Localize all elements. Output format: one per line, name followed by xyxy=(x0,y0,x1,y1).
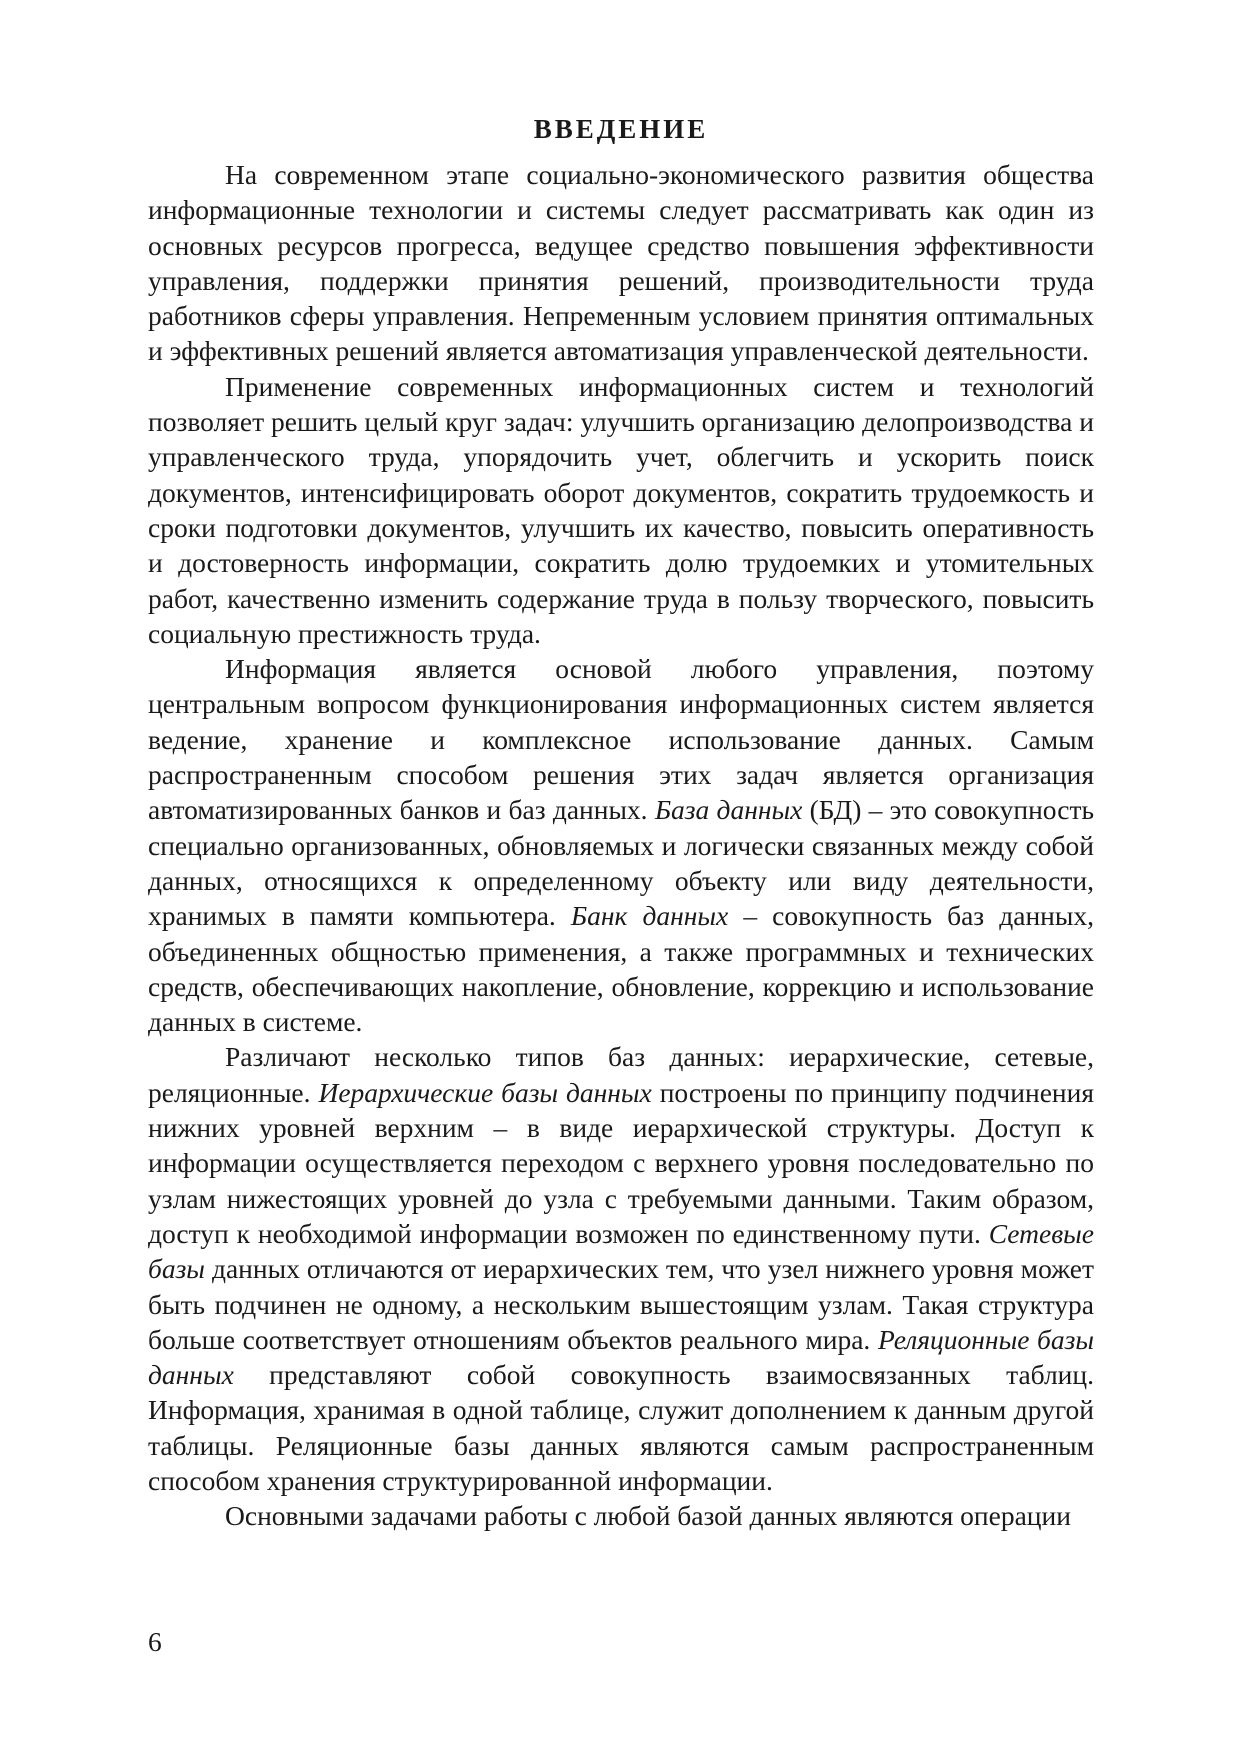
paragraph-3 xyxy=(148,651,1094,1039)
term-hierarchical-db: Иерархические базы данных xyxy=(318,1076,652,1108)
term-network-db: Сетевые базы xyxy=(148,1217,1094,1285)
term-relational-db: Реляционные базы данных xyxy=(148,1323,1094,1391)
text-segment: построены по принципу подчинения нижних уровней верхним – в виде иерархической структуры. Доступ к информации осуществляется переходом с верхнего уровня последовательно по узлам нижестоящих уровней до узла с требуемыми данными. Таким образом, доступ к необходимой информации возможен по единственному пути. xyxy=(148,1076,1094,1249)
paragraph-5: Основными задачами работы с любой базой данных являются операции xyxy=(225,1500,1071,1532)
paragraph-4 xyxy=(148,1039,1094,1498)
page-title: ВВЕДЕНИЕ xyxy=(533,114,709,144)
term-databank: Банк данных xyxy=(570,900,729,932)
term-database: База данных xyxy=(654,794,803,826)
page-body xyxy=(148,112,1094,1534)
paragraph-1: На современном этапе социально-экономического развития общества информационные технологии и системы следует рассматривать как один из основных ресурсов прогресса, ведущее средство повышения эффективности управления, поддержки принятия решений, производительности труда работников сферы управления. Непременным условием принятия оптимальных и эффективных решений является автоматизация управленческой деятельности. xyxy=(148,159,1094,367)
text-segment: представляют собой совокупность взаимосвязанных таблиц. Информация, хранимая в одной таблице, служит дополнением к данным другой таблицы. Реляционные базы данных являются самым распространенным способом хранения структурированной информации. xyxy=(148,1359,1094,1496)
text-segment: – совокупность баз данных, объединенных общностью применения, а также программных и технических средств, обеспечивающих накопление, обновление, коррекцию и использование данных в системе. xyxy=(148,900,1094,1038)
page-number: 6 xyxy=(148,1626,162,1657)
paragraph-2: Применение современных информационных систем и технологий позволяет решить целый круг задач: улучшить организацию делопроизводства и управленческого труда, упорядочить учет, облегчить и ускорить поиск документов, интенсифицировать оборот документов, сократить трудоемкость и сроки подготовки документов, улучшить их качество, повысить оперативность и достоверность информации, сократить долю трудоемких и утомительных работ, качественно изменить содержание труда в пользу творческого, повысить социальную престижность труда. xyxy=(148,370,1094,649)
text-segment: (БД) – это совокупность специально организованных, обновляемых и логически связанных между собой данных, относящихся к определенному объекту или виду деятельности, хранимых в памяти компьютера. xyxy=(148,794,1094,932)
text-segment: данных отличаются от иерархических тем, что узел нижнего уровня может быть подчинен не одному, а нескольким вышестоящим узлам. Такая структура больше соответствует отношениям объектов реального мира. xyxy=(148,1253,1094,1355)
text-segment: Различают несколько типов баз данных: иерархические, сетевые, реляционные. xyxy=(148,1041,1094,1108)
text-segment: Информация является основой любого управления, поэтому центральным вопросом функционирования информационных систем является ведение, хранение и комплексное использование данных. Самым распространенным способом решения этих задач является организация автоматизированных банков и баз данных. xyxy=(148,653,1094,826)
